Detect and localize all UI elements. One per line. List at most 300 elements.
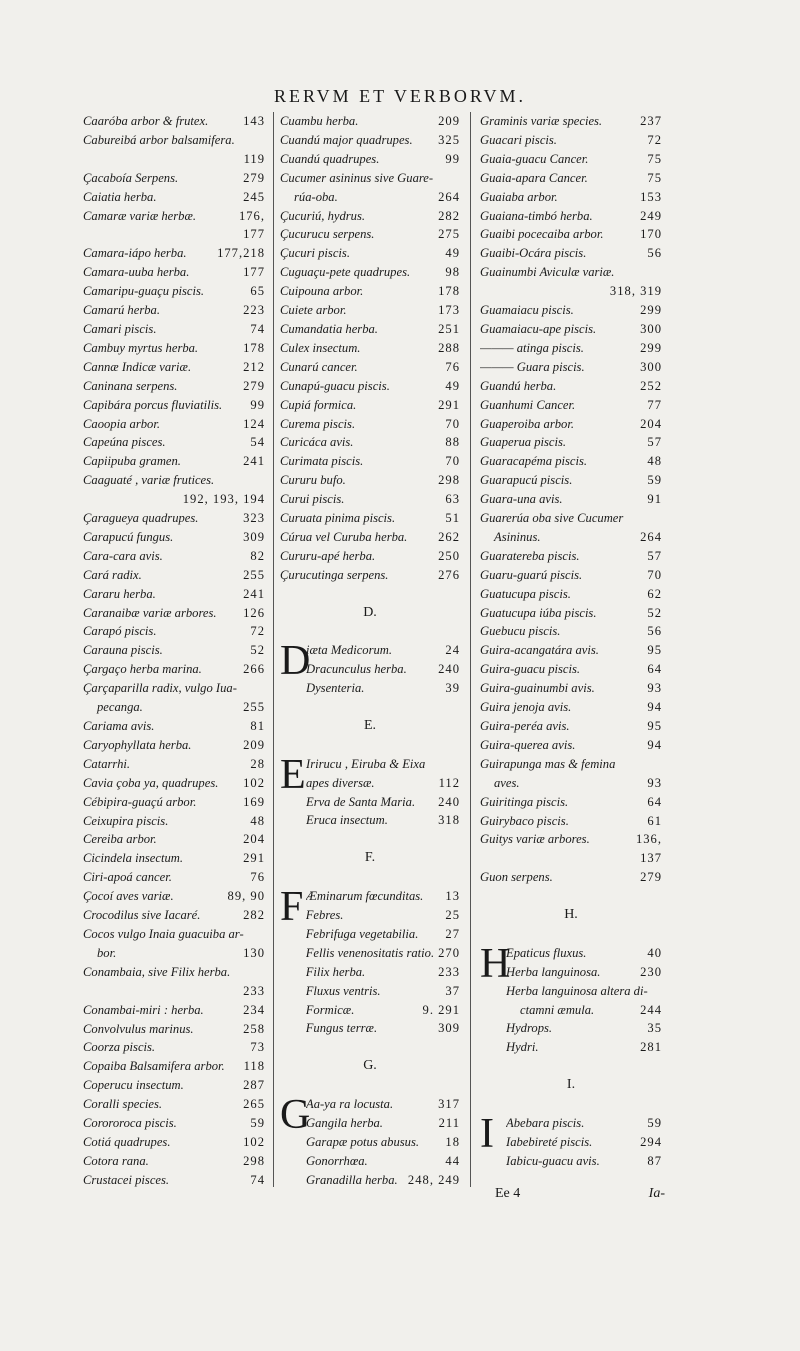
entry-page-number: 59 (250, 1116, 265, 1131)
entry-page-number: 70 (647, 567, 662, 582)
entry-term: Iabebireté piscis. (506, 1134, 593, 1149)
entry-term: Cariama avis. (83, 719, 155, 733)
entry-term: Irirucu , Eiruba & Eixa (306, 756, 426, 771)
index-entry (480, 263, 662, 282)
drop-cap: E (280, 751, 306, 798)
entry-term: Guamaiacu piscis. (480, 303, 574, 318)
entry-page-number: 264 (640, 529, 662, 544)
entry-page-number: 77 (647, 397, 662, 412)
entry-page-number: 240 (438, 662, 460, 677)
index-entry (83, 849, 265, 868)
entry-term: bor. (97, 945, 117, 960)
entry-term: Aa-ya ra locusta. (306, 1097, 394, 1111)
entry-term: Guarerúa oba sive Cucumer (480, 511, 624, 526)
index-entry (83, 188, 265, 207)
index-entry (83, 509, 265, 528)
index-entry (83, 339, 265, 358)
index-entry (506, 1152, 662, 1171)
entry-term: Cambuy myrtus herba. (83, 340, 199, 355)
entry-term: Carapucú fungus. (83, 529, 174, 544)
index-entry (480, 452, 662, 471)
index-entry (280, 528, 460, 547)
entry-page-number: 223 (243, 303, 265, 318)
entry-term: Granadilla herba. (306, 1172, 398, 1187)
entry-page-number: 212 (243, 359, 265, 374)
entry-term: Çacaboía Serpens. (83, 170, 179, 185)
entry-page-number: 51 (445, 511, 460, 526)
index-entry (83, 1152, 265, 1171)
entry-term: Cururu-apé herba. (280, 548, 376, 563)
entry-term: Cabureibá arbor balsamifera. (83, 132, 235, 147)
entry-term: Cararu herba. (83, 586, 156, 601)
index-entry (83, 944, 265, 963)
entry-term: Iabicu-guacu avis. (506, 1153, 600, 1168)
entry-page-number: 291 (438, 397, 460, 412)
index-entry (280, 301, 460, 320)
entry-term: Coperucu insectum. (83, 1078, 184, 1093)
index-entry (306, 679, 460, 698)
index-entry (306, 641, 460, 660)
entry-page-number: 64 (647, 794, 662, 809)
index-entry (480, 358, 662, 377)
entry-page-number: 300 (640, 359, 662, 374)
entry-term: Camara-iápo herba. (83, 246, 187, 261)
entry-page-number: 44 (445, 1153, 460, 1168)
index-entry (480, 585, 662, 604)
entry-term: Corororoca piscis. (83, 1116, 177, 1131)
index-entry (306, 1114, 460, 1133)
entry-term: Copaiba Balsamifera arbor. (83, 1059, 225, 1074)
drop-cap: I (480, 1110, 494, 1157)
index-entry (506, 1019, 662, 1038)
index-entry (83, 660, 265, 679)
entry-page-number: 137 (640, 851, 662, 866)
entry-page-number: 299 (640, 340, 662, 355)
entry-page-number: 258 (243, 1021, 265, 1036)
index-entry (480, 547, 662, 566)
entry-term: Curicáca avis. (280, 435, 354, 450)
entry-term: Çucurucu serpens. (280, 227, 375, 242)
index-entry (480, 225, 662, 244)
entry-page-number: 27 (445, 926, 460, 941)
index-entry (306, 1152, 460, 1171)
entry-page-number: 40 (647, 945, 662, 960)
entry-term: Guara-una avis. (480, 492, 563, 507)
entry-term: Caaróba arbor & frutex. (83, 114, 209, 128)
index-entry (480, 509, 662, 528)
entry-term: Guaru-guarú piscis. (480, 567, 583, 582)
entry-term: rúa-oba. (294, 189, 338, 204)
entry-term: Çarçaparilla radix, vulgo Iua- (83, 681, 237, 696)
index-entry (83, 906, 265, 925)
entry-term: Camarú herba. (83, 303, 160, 318)
entry-page-number: 234 (243, 1002, 265, 1017)
entry-page-number: 318, 319 (609, 284, 662, 299)
entry-page-number: 93 (647, 681, 662, 696)
entry-term: Æminarum fœcunditas. (305, 889, 424, 904)
entry-term: Guaiaba arbor. (480, 189, 558, 204)
entry-page-number: 262 (438, 529, 460, 544)
entry-page-number: 130 (243, 945, 265, 960)
entry-page-number: 102 (243, 1134, 265, 1149)
entry-term: Cupiá formica. (280, 397, 357, 412)
entry-term: Dysenteria. (306, 681, 365, 696)
entry-term: Guaibi pocecaiba arbor. (480, 227, 604, 242)
index-entry (83, 1076, 265, 1095)
index-entry (480, 433, 662, 452)
entry-page-number: 299 (640, 303, 662, 318)
index-entry (480, 849, 662, 868)
index-entry (306, 755, 460, 774)
entry-term: Guaratereba piscis. (480, 548, 580, 563)
entry-page-number: 56 (647, 624, 662, 639)
entry-page-number: 57 (647, 435, 662, 450)
index-entry (83, 604, 265, 623)
entry-term: Caranaibæ variæ arbores. (83, 605, 217, 620)
index-entry (480, 868, 662, 887)
entry-term: Cuandú quadrupes. (280, 151, 380, 166)
index-entry (83, 566, 265, 585)
entry-page-number: 233 (243, 983, 265, 998)
index-entry (83, 1020, 265, 1039)
index-entry (480, 528, 662, 547)
entry-term: Çucuri piscis. (280, 246, 350, 261)
entry-term: Cucumer asininus sive Guare- (280, 170, 434, 185)
entry-page-number: 18 (445, 1134, 460, 1149)
index-entry (83, 925, 265, 944)
index-entry (280, 358, 460, 377)
entry-term: Guaracapéma piscis. (480, 454, 588, 469)
index-entry (280, 509, 460, 528)
entry-term: Curuata pinima piscis. (280, 511, 396, 526)
entry-page-number: 98 (445, 265, 460, 280)
index-entry (480, 282, 662, 301)
entry-page-number: 13 (445, 889, 460, 904)
entry-term: Guiritinga piscis. (480, 794, 569, 809)
entry-page-number: 112 (438, 775, 460, 790)
entry-term: Caoopia arbor. (83, 416, 160, 431)
index-entry (280, 282, 460, 301)
index-entry (280, 452, 460, 471)
entry-term: Guamaiacu-ape piscis. (480, 321, 597, 336)
index-entry (480, 698, 662, 717)
index-entry (83, 736, 265, 755)
index-entry (83, 717, 265, 736)
entry-term: Crocodilus sive Iacaré. (83, 908, 201, 923)
entry-page-number: 99 (445, 151, 460, 166)
entry-page-number: 74 (250, 321, 265, 336)
entry-term: Coorza piscis. (83, 1040, 156, 1055)
entry-term: Convolvulus marinus. (83, 1021, 194, 1036)
entry-page-number: 279 (640, 870, 662, 885)
entry-term: ctamni æmula. (520, 1002, 595, 1017)
index-entry (480, 131, 662, 150)
index-entry (480, 812, 662, 831)
entry-term: Guira-peréa avis. (480, 719, 570, 733)
index-entry (83, 830, 265, 849)
index-entry (83, 150, 265, 169)
section-f (280, 884, 460, 1038)
entry-page-number: 318 (438, 813, 460, 828)
entry-term: Cunarú cancer. (280, 359, 358, 374)
index-entry (280, 169, 460, 188)
drop-cap: H (480, 940, 511, 987)
entry-term: Cúrua vel Curuba herba. (280, 529, 408, 544)
index-entry (480, 471, 662, 490)
index-entry (306, 1133, 460, 1152)
index-entry (480, 793, 662, 812)
entry-term: Cuguaçu-pete quadrupes. (280, 265, 411, 280)
index-entry (280, 207, 460, 226)
index-entry (306, 925, 460, 944)
section-g (280, 1092, 460, 1190)
index-entry (83, 301, 265, 320)
entry-page-number: 244 (640, 1002, 662, 1017)
entry-term: Cumandatia herba. (280, 321, 378, 336)
entry-term: Çucuriú, hydrus. (280, 208, 366, 223)
index-entry (506, 1114, 662, 1133)
entry-term: Guaiana-timbó herba. (480, 208, 593, 223)
entry-term: Catarrhi. (83, 756, 131, 771)
index-entry (506, 982, 662, 1001)
entry-term: Cuipouna arbor. (280, 284, 364, 299)
section-d (280, 638, 460, 698)
index-entry (506, 963, 662, 982)
entry-page-number: 209 (438, 114, 460, 128)
entry-page-number: 281 (640, 1040, 662, 1055)
entry-term: Çurucutinga serpens. (280, 567, 389, 582)
index-entry (83, 225, 265, 244)
entry-term: Cunapú-guacu piscis. (280, 378, 390, 393)
drop-cap: F (280, 884, 304, 931)
entry-term: Erva de Santa Maria. (306, 794, 416, 809)
index-entry (306, 1171, 460, 1190)
entry-page-number: 251 (438, 321, 460, 336)
entry-page-number: 237 (640, 114, 662, 128)
index-entry (83, 244, 265, 263)
entry-page-number: 93 (647, 775, 662, 790)
signature-mark: Ee 4 (495, 1186, 521, 1201)
entry-page-number: 250 (438, 548, 460, 563)
entry-page-number: 75 (647, 151, 662, 166)
entry-term: Guira jenoja avis. (480, 700, 572, 715)
index-entry (83, 1133, 265, 1152)
entry-page-number: 178 (243, 340, 265, 355)
entry-term: Cururu bufo. (280, 473, 346, 488)
index-entry (480, 830, 662, 849)
entry-term: Fluxus ventris. (305, 983, 381, 998)
page-footer (495, 1186, 665, 1202)
index-entry (480, 622, 662, 641)
entry-term: Cuandú major quadrupes. (280, 132, 413, 147)
entry-term: Guaia-apara Cancer. (480, 170, 588, 185)
entry-term: Capeúna pisces. (83, 435, 166, 450)
entry-term: Carapó piscis. (83, 624, 157, 639)
index-entry (83, 1171, 265, 1190)
index-entry (83, 320, 265, 339)
entry-term: pecanga. (97, 700, 143, 715)
index-entry (83, 433, 265, 452)
index-entry (280, 377, 460, 396)
entry-term: Çocoí aves variæ. (83, 889, 174, 904)
entry-page-number: 63 (445, 492, 460, 507)
index-entry (83, 377, 265, 396)
index-entry (306, 774, 460, 793)
entry-page-number: 249 (640, 208, 662, 223)
entry-page-number: 89, 90 (227, 889, 265, 904)
entry-term: Gonorrhœa. (306, 1153, 368, 1168)
entry-term: Febres. (305, 907, 344, 922)
entry-page-number: 54 (250, 435, 265, 450)
entry-term: Conambai-miri : herba. (83, 1002, 204, 1017)
index-entry (83, 131, 265, 150)
index-entry (83, 490, 265, 509)
index-entry (306, 811, 460, 830)
entry-term: iæta Medicorum. (306, 643, 393, 658)
entry-term: Hydrops. (506, 1021, 553, 1036)
entry-term: Guatucupa iúba piscis. (480, 605, 597, 620)
index-entry (83, 282, 265, 301)
index-entry (280, 188, 460, 207)
entry-term: Guira-querea avis. (480, 737, 576, 752)
index-entry (83, 887, 265, 906)
entry-page-number: 298 (438, 473, 460, 488)
index-entry (83, 169, 265, 188)
entry-page-number: 70 (445, 454, 460, 469)
entry-page-number: 177 (243, 265, 265, 280)
entry-page-number: 252 (640, 378, 662, 393)
entry-page-number: 87 (647, 1153, 662, 1168)
index-entry (83, 547, 265, 566)
index-entry (280, 263, 460, 282)
index-entry (83, 641, 265, 660)
entry-term: Guirapunga mas & femina (480, 756, 616, 771)
entry-term: Herba languinosa altera di- (506, 983, 648, 998)
entry-page-number: 95 (647, 643, 662, 658)
index-entry (280, 339, 460, 358)
index-entry (480, 566, 662, 585)
entry-page-number: 204 (243, 832, 265, 847)
entry-page-number: 57 (647, 548, 662, 563)
entry-page-number: 95 (647, 719, 662, 733)
entry-page-number: 37 (445, 983, 460, 998)
drop-cap: G (280, 1092, 311, 1138)
entry-term: Cavia çoba ya, quadrupes. (83, 775, 219, 790)
index-entry (480, 377, 662, 396)
index-entry (83, 452, 265, 471)
entry-term: Guitys variæ arbores. (480, 832, 590, 847)
entry-term: Cicindela insectum. (83, 851, 184, 866)
entry-page-number: 287 (243, 1078, 265, 1093)
entry-term: Curui piscis. (280, 492, 345, 507)
entry-term: Guira-guacu piscis. (480, 662, 581, 677)
entry-term: ——— Guara piscis. (480, 359, 585, 374)
index-entry (83, 982, 265, 1001)
section-heading-f: F. (364, 850, 376, 866)
entry-term: Hydri. (506, 1040, 539, 1055)
entry-page-number: 48 (250, 813, 265, 828)
entry-term: Guacari piscis. (480, 132, 557, 147)
entry-term: Guaperoiba arbor. (480, 416, 574, 431)
index-entry (83, 679, 265, 698)
entry-page-number: 294 (640, 1134, 662, 1149)
entry-page-number: 59 (647, 473, 662, 488)
index-entry (480, 679, 662, 698)
entry-page-number: 169 (243, 794, 265, 809)
entry-term: Cotiá quadrupes. (83, 1134, 171, 1149)
drop-cap: D (280, 638, 311, 685)
index-entry (480, 301, 662, 320)
entry-page-number: 265 (243, 1097, 265, 1112)
entry-term: Caaguaté , variæ frutices. (83, 473, 215, 488)
index-entry (83, 1001, 265, 1020)
running-header: RERVM ET VERBORVM. (274, 86, 526, 106)
index-column-3 (480, 112, 662, 1171)
entry-page-number: 248, 249 (407, 1172, 460, 1187)
entry-term: Eruca insectum. (306, 813, 388, 828)
index-entry (480, 717, 662, 736)
entry-term: Guaibi-Ocára piscis. (480, 246, 587, 261)
entry-page-number: 288 (438, 340, 460, 355)
entry-page-number: 192, 193, 194 (182, 492, 265, 507)
entry-page-number: 279 (243, 378, 265, 393)
index-entry (83, 868, 265, 887)
entry-term: Cotora rana. (83, 1153, 149, 1168)
entry-page-number: 230 (640, 964, 662, 979)
index-entry (480, 188, 662, 207)
index-entry (506, 944, 662, 963)
entry-page-number: 49 (445, 378, 460, 393)
section-i (480, 1110, 662, 1171)
entry-page-number: 94 (647, 700, 662, 715)
entry-page-number: 118 (243, 1059, 265, 1074)
entry-term: Camari piscis. (83, 321, 157, 336)
entry-term: Crustacei pisces. (83, 1172, 170, 1187)
index-entry (83, 622, 265, 641)
entry-term: Cara-cara avis. (83, 548, 163, 563)
index-entry (280, 131, 460, 150)
section-heading-d: D. (363, 604, 377, 620)
entry-term: Guarapucú piscis. (480, 473, 573, 488)
entry-page-number: 204 (640, 416, 662, 431)
index-entry (83, 358, 265, 377)
entry-term: Conambaia, sive Filix herba. (83, 964, 231, 979)
index-entry (83, 755, 265, 774)
section-heading-g: G. (363, 1058, 377, 1074)
entry-page-number: 76 (250, 870, 265, 885)
index-entry (480, 660, 662, 679)
entry-term: Camara-uuba herba. (83, 265, 190, 280)
entry-term: Guira-guainumbi avis. (480, 681, 595, 696)
entry-term: Caryophyllata herba. (83, 737, 192, 752)
entry-page-number: 74 (250, 1172, 265, 1187)
entry-term: Culex insectum. (280, 340, 361, 355)
entry-term: Gangila herba. (306, 1115, 383, 1130)
entry-term: Coralli species. (83, 1097, 163, 1112)
entry-page-number: 255 (243, 700, 265, 715)
entry-page-number: 49 (445, 246, 460, 261)
entry-term: Guandú herba. (480, 378, 557, 393)
index-entry (480, 396, 662, 415)
entry-page-number: 266 (243, 662, 265, 677)
entry-term: Asininus. (494, 529, 541, 544)
index-entry (83, 112, 265, 131)
entry-page-number: 279 (243, 170, 265, 185)
entry-page-number: 323 (243, 511, 265, 526)
entry-page-number: 102 (243, 775, 265, 790)
entry-page-number: 240 (438, 794, 460, 809)
entry-page-number: 59 (647, 1115, 662, 1130)
